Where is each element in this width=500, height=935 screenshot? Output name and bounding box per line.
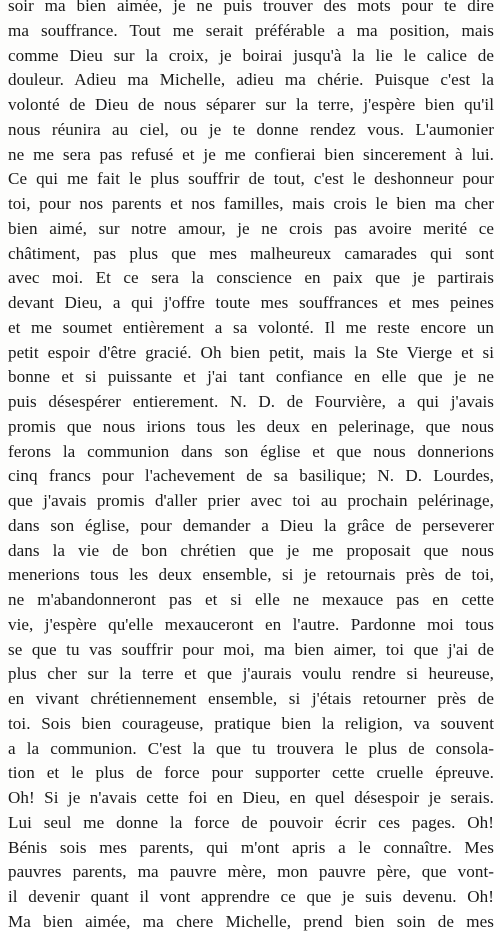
text-line: Bénis sois mes parents, qui m'ont apris a le connaître. Mes [8,837,494,857]
text-line: bien aimé, sur notre amour, je ne crois pas avoire merité ce [8,218,494,238]
text-line: Lui seul me donne la force de pouvoir écrir ces pages. Oh! [8,812,494,832]
text-line: ne m'abandonneront pas et si elle ne mexauce pas en cette [8,590,494,609]
text-line: menerions tous les deux ensemble, si je retournais près de toi, [8,565,494,585]
text-line: douleur. Adieu ma Michelle, adieu ma chérie. Puisque c'est la [8,70,494,90]
text-line: toi. Sois bien courageuse, pratique bien la religion, va souvent [8,713,494,733]
text-line: dans la vie de bon chrétien que je me proposait que nous [8,540,494,560]
text-line: dans son église, pour demander a Dieu la grâce de perseverer [8,515,494,535]
text-line: cinq francs pour l'achevement de sa basilique; N. D. Lourdes, [8,466,494,486]
text-line: ne me sera pas refusé et je me confierai bien sincerement à lui. [8,144,494,164]
text-line: ferons la communion dans son église et que nous donnerions [8,441,494,461]
text-line: volonté de Dieu de nous séparer sur la terre, j'espère bien qu'il [8,95,494,114]
text-line: petit espoir d'être gracié. Oh bien petit, mais la Ste Vierge et si [8,342,494,362]
text-line: plus cher sur la terre et que j'aurais voulu rendre si heureuse, [8,664,494,684]
text-line: ma souffrance. Tout me serait préférable a ma position, mais [8,20,494,40]
text-line: Oh! Si je n'avais cette foi en Dieu, en quel désespoir je serais. [8,788,494,807]
text-line: nous réunira au ciel, ou je te donne rendez vous. L'aumonier [8,119,494,139]
text-line: puis désespérer entierement. N. D. de Fourvière, a qui j'avais [8,392,494,411]
text-line: se que tu vas souffrir pour moi, ma bien aimer, toi que j'ai de [8,639,494,659]
text-line: Ma bien aimée, ma chere Michelle, prend bien soin de mes [8,911,494,931]
text-line: promis que nous irions tous les deux en pelerinage, que nous [8,416,494,436]
text-line: toi, pour nos parents et nos familles, mais crois le bien ma cher [8,194,494,213]
text-line: avec moi. Et ce sera la conscience en paix que je partirais [8,268,494,288]
text-line: devant Dieu, a qui j'offre toute mes souffrances et mes peines [8,293,494,312]
text-line: vie, j'espère qu'elle mexauceront en l'autre. Pardonne moi tous [8,614,494,634]
text-line: soir ma bien aimée, je ne puis trouver des mots pour te dire [8,0,494,15]
text-line: en vivant chrétiennement ensemble, si j'étais retourner près de [8,689,494,708]
text-line: et me soumet entièrement a sa volonté. Il me reste encore un [8,317,494,337]
text-line: bonne et si puissante et j'ai tant confiance en elle que je ne [8,367,494,387]
text-line: Ce qui me fait le plus souffrir de tout, c'est le deshonneur pour [8,169,494,189]
text-line: tion et le plus de force pour supporter cette cruelle épreuve. [8,763,494,783]
text-line: il devenir quant il vont apprendre ce que je suis devenu. Oh! [8,887,494,906]
text-line: châtiment, pas plus que mes malheureux camarades qui sont [8,243,494,263]
text-line: que j'avais promis d'aller prier avec toi au prochain pelérinage, [8,491,494,510]
text-line: pauvres parents, ma pauvre mère, mon pauvre père, que vont- [8,862,494,882]
text-line: comme Dieu sur la croix, je boirai jusqu'à la lie le calice de [8,45,494,65]
text-line: a la communion. C'est la que tu trouvera le plus de consola- [8,738,494,758]
